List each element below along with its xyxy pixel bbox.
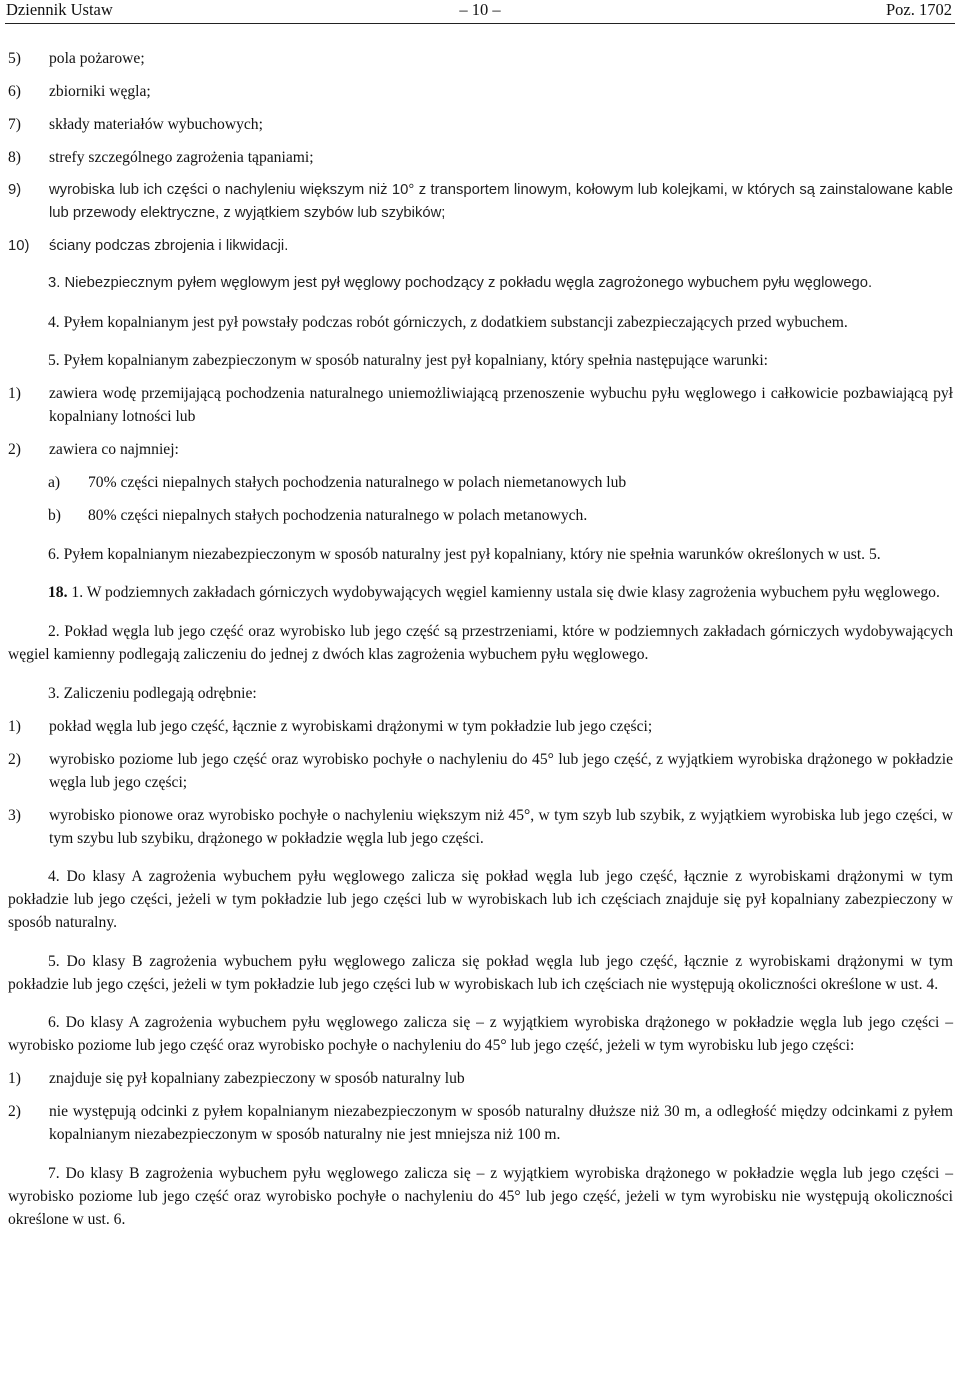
paragraph: 6. Pyłem kopalnianym niezabezpieczonym w sposób naturalny jest pył kopalniany, który nie spełnia warunków określonych w ust. 5. — [48, 545, 881, 563]
page-header — [6, 0, 954, 22]
item-number: a) — [48, 474, 61, 492]
paragraph: 3. Niebezpiecznym pyłem węglowym jest pył węglowy pochodzący z pokładu węgla zagrożonego wybuchem pyłu węglowego. — [48, 275, 873, 291]
item-text: pola pożarowe; — [49, 50, 145, 67]
item-text: ściany podczas zbrojenia i likwidacji. — [49, 238, 289, 254]
item-text: znajduje się pył kopalniany zabezpieczony w sposób naturalny lub — [49, 1070, 465, 1088]
list-item — [8, 146, 953, 169]
journal-title: Dziennik Ustaw — [6, 0, 113, 19]
list-item — [8, 804, 953, 850]
sub-list-item — [8, 504, 953, 527]
paragraph: 2. Pokład węgla lub jego część oraz wyrobisko lub jego część są przestrzeniami, które w podziemnych zakładach górniczych wydobywających węgiel kamienny podlegają zaliczeniu do jednej z dwóch klas zagrożenia wybuchem pyłu węglowego. — [8, 622, 953, 663]
item-text: wyrobiska lub ich części o nachyleniu większym niż 10° z transportem linowym, kołowym lub kolejkami, w których są zainstalowane kable lub przewody elektryczne, z wyjątkiem szybów lub szybików; — [49, 182, 953, 221]
item-text: składy materiałów wybuchowych; — [49, 116, 263, 133]
item-text: zawiera co najmniej: — [49, 441, 179, 459]
document-body — [8, 47, 953, 1241]
list-item — [8, 235, 953, 258]
list-item — [8, 1067, 953, 1090]
list-item — [8, 179, 953, 225]
list-item — [8, 80, 953, 103]
paragraph: 5. Pyłem kopalnianym zabezpieczonym w sposób naturalny jest pył kopalniany, który spełnia następujące warunki: — [48, 352, 769, 370]
item-text: 70% części niepalnych stałych pochodzenia naturalnego w polach niemetanowych lub — [88, 474, 627, 492]
item-text: strefy szczególnego zagrożenia tąpaniami; — [49, 149, 314, 166]
page-number: – 10 – — [459, 0, 501, 19]
item-text: pokład węgla lub jego część, łącznie z wyrobiskami drążonymi w tym pokładzie lub jego części; — [49, 717, 653, 735]
list-item — [8, 113, 953, 136]
item-number: 8) — [8, 149, 21, 166]
list-item — [8, 1100, 953, 1146]
item-text: 80% części niepalnych stałych pochodzenia naturalnego w polach metanowych. — [88, 507, 588, 525]
section-text: 1. W podziemnych zakładach górniczych wydobywających węgiel kamienny ustala się dwie klasy zagrożenia wybuchem pyłu węglowego. — [67, 584, 940, 602]
header-rule — [5, 23, 955, 24]
item-number: 2) — [8, 441, 21, 459]
list-item — [8, 715, 953, 738]
list-item — [8, 748, 953, 794]
sub-list-item — [8, 471, 953, 494]
list-item — [8, 438, 953, 461]
position-number: Poz. 1702 — [886, 0, 952, 19]
paragraph: 3. Zaliczeniu podlegają odrębnie: — [48, 684, 257, 702]
item-number: 1) — [8, 1070, 21, 1088]
paragraph: 5. Do klasy B zagrożenia wybuchem pyłu węglowego zalicza się pokład węgla lub jego część, łącznie z wyrobiskami drążonymi w tym pokładzie lub jego części, jeżeli w tym pokładzie lub jego części lub w wyrobiskach lub ich częściach nie występują okoliczności określone w ust. 4. — [8, 952, 953, 993]
item-number: b) — [48, 507, 61, 525]
paragraph: 6. Do klasy A zagrożenia wybuchem pyłu węglowego zalicza się – z wyjątkiem wyrobiska drążonego w pokładzie węgla lub jego części – wyrobisko poziome lub jego część oraz wyrobisko pochyłe o nachyleniu do 45° lub jego część, jeżeli w tym wyrobisku lub jego części: — [8, 1014, 953, 1055]
item-number: 9) — [8, 182, 22, 198]
item-number: 1) — [8, 385, 21, 403]
section-18-paragraph — [8, 581, 953, 604]
item-number: 6) — [8, 83, 21, 100]
item-text: wyrobisko poziome lub jego część oraz wyrobisko pochyłe o nachyleniu do 45° lub jego część, z wyjątkiem wyrobiska drążonego w pokładzie węgla lub jego części; — [49, 750, 953, 791]
item-text: zawiera wodę przemijającą pochodzenia naturalnego uniemożliwiającą przenoszenie wybuchu pyłu węglowego i całkowicie pozbawiającą pył kopalniany lotności lub — [49, 385, 953, 426]
item-text: zbiorniki węgla; — [49, 83, 151, 100]
item-number: 2) — [8, 1103, 21, 1121]
list-item — [8, 382, 953, 428]
item-number: 2) — [8, 750, 21, 768]
paragraph: 4. Pyłem kopalnianym jest pył powstały podczas robót górniczych, z dodatkiem substancji zabezpieczających przed wybuchem. — [48, 313, 848, 331]
item-text: wyrobisko pionowe oraz wyrobisko pochyłe o nachyleniu większym niż 45°, w tym szyb lub szybik, z wyjątkiem wyrobiska lub jego części, w tym szybu lub szybiku, drążonego w pokładzie węgla lub jego części. — [49, 806, 953, 847]
item-number: 7) — [8, 116, 21, 133]
item-text: nie występują odcinki z pyłem kopalnianym niezabezpieczonym w sposób naturalny dłuższe niż 30 m, a odległość między odcinkami z pyłem kopalnianym niezabezpieczonym w sposób naturalny nie jest mniejsza niż 100 m. — [49, 1103, 953, 1144]
item-number: 5) — [8, 50, 21, 67]
section-number: 18. — [48, 584, 68, 602]
list-item — [8, 47, 953, 70]
paragraph: 4. Do klasy A zagrożenia wybuchem pyłu węglowego zalicza się pokład węgla lub jego część, łącznie z wyrobiskami drążonymi w tym pokładzie lub jego części, jeżeli w tym pokładzie lub jego części lub w wyrobiskach lub ich częściach znajduje się pył kopalniany zabezpieczony w sposób naturalny. — [8, 868, 953, 932]
item-number: 1) — [8, 717, 21, 735]
item-number: 10) — [8, 238, 30, 254]
item-number: 3) — [8, 806, 21, 824]
paragraph: 7. Do klasy B zagrożenia wybuchem pyłu węglowego zalicza się – z wyjątkiem wyrobiska drążonego w pokładzie węgla lub jego części – wyrobisko poziome lub jego część oraz wyrobisko pochyłe o nachyleniu do 45° lub jego część, jeżeli w tym wyrobisku nie występują okoliczności określone w ust. 6. — [8, 1164, 953, 1228]
